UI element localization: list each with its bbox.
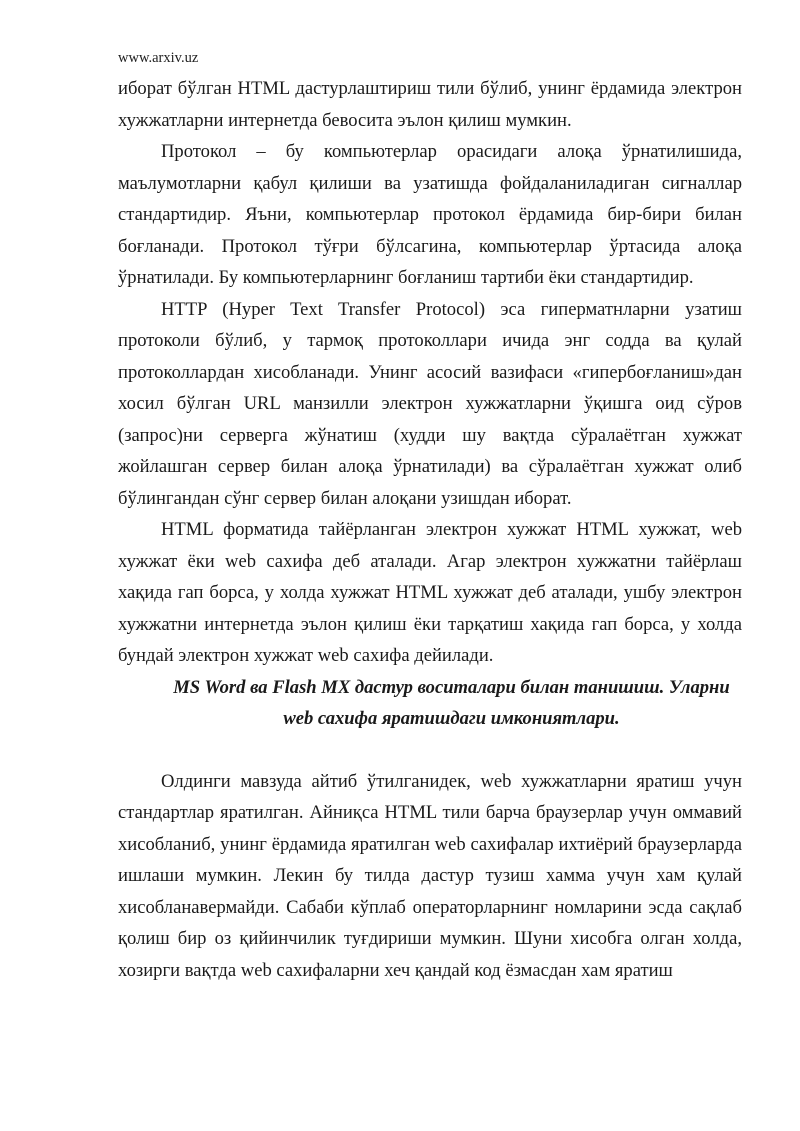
header-url: www.arxiv.uz [118, 50, 199, 66]
section-heading-line-1: MS Word ва Flash MX дастур воситалари билан танишиш. Уларни [173, 676, 730, 698]
paragraph-previous-topic: Олдинги мавзуда айтиб ўтилганидек, web хужжатларни яратиш учун стандартлар яратилган. Айниқса HTML тили барча браузерлар учун оммавий хисобланиб, унинг ёрдамида яратилган web сахифалар ихтиёрий браузерларда ишлаши мумкин. Лекин бу тилда дастур тузиш хамма учун хам қулай хисобланавермайди. Сабаби кўплаб операторларнинг номларини эсда сақлаб қолиш бир оз қийинчилик туғдириши мумкин. Шуни хисобга олган холда, хозирги вақтда web сахифаларни хеч қандай код ёзмасдан хам яратиш [118, 770, 742, 981]
document-body [118, 73, 742, 986]
spacer [118, 735, 742, 766]
paragraph-html-format: HTML форматида тайёрланган электрон хужжат HTML хужжат, web хужжат ёки web сахифа деб аталади. Агар электрон хужжатни тайёрлаш хақида гап борса, у холда хужжат HTML хужжат деб аталади, ушбу электрон хужжатни интернетда эълон қилиш ёки тарқатиш хақида гап борса, у холда бундай электрон хужжат web сахифа дейилади. [118, 519, 742, 666]
paragraph-protocol: Протокол – бу компьютерлар орасидаги алоқа ўрнатилишида, маълумотларни қабул қилиши ва узатишда фойдаланиладиган сигналлар стандартидир. Яъни, компьютерлар протокол ёрдамида бир-бири билан боғланади. Протокол тўғри бўлсагина, компьютерлар ўртасида алоқа ўрнатилади. Бу компьютерларнинг боғланиш тартиби ёки стандартидир. [118, 141, 742, 288]
paragraph-continuation: иборат бўлган HTML дастурлаштириш тили бўлиб, унинг ёрдамида электрон хужжатларни интернетда бевосита эълон қилиш мумкин. [118, 78, 742, 131]
section-heading [118, 672, 742, 735]
section-heading-line-2: web сахифа яратишдаги имкониятлари. [283, 708, 620, 729]
paragraph-http: HTTP (Hyper Text Transfer Protocol) эса гиперматнларни узатиш протоколи бўлиб, у тармоқ протоколлари ичида энг содда ва қулай протоколлардан хисобланади. Унинг асосий вазифаси «гипербоғланиш»дан хосил бўлган URL манзилли электрон хужжатларни ўқишга оид сўров (запрос)ни серверга жўнатиш (худди шу вақтда сўралаётган хужжат жойлашган сервер билан алоқа ўрнатилади) ва сўралаётган хужжат олиб бўлингандан сўнг сервер билан алоқани узишдан иборат. [118, 298, 742, 509]
